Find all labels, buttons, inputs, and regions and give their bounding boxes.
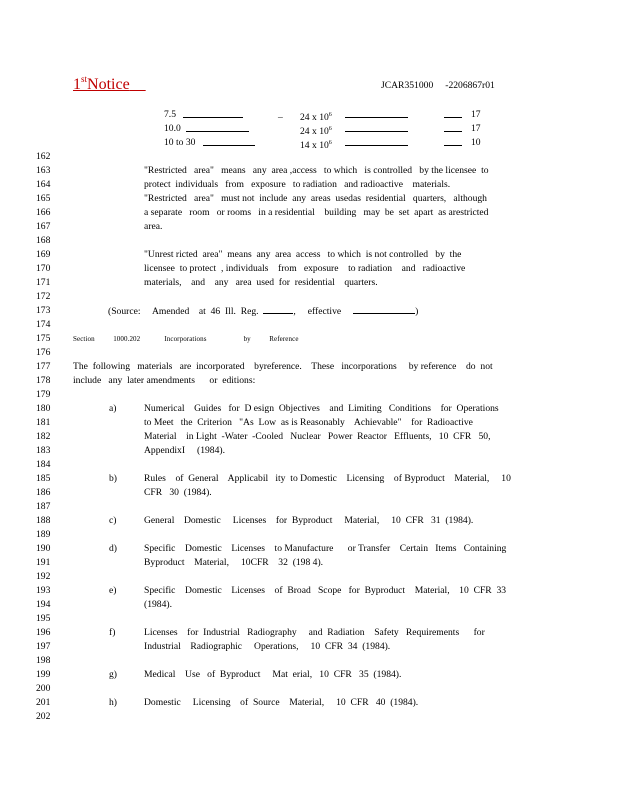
table-result: 17	[471, 123, 481, 134]
line-number: 163	[36, 165, 51, 176]
table-underline	[203, 137, 255, 150]
item-line: AppendixI (1984).	[144, 445, 225, 456]
line-number: 181	[36, 417, 51, 428]
item-label: c)	[109, 515, 117, 526]
line-number: 167	[36, 221, 51, 232]
line-number: 164	[36, 179, 51, 190]
line-number: 179	[36, 389, 51, 400]
table-depth: 10 to 30	[164, 137, 196, 148]
line-number: 198	[36, 655, 51, 666]
notice-ordinal-suffix: st	[81, 74, 88, 84]
line-number: 195	[36, 613, 51, 624]
line-number: 202	[36, 711, 51, 722]
line-number: 165	[36, 193, 51, 204]
table-result: 10	[471, 137, 481, 148]
item-line: (1984).	[144, 599, 172, 610]
item-line: Specific Domestic Licenses to Manufacture or Transfer Certain Items Containing	[144, 543, 507, 554]
line-number: 174	[36, 319, 51, 330]
line-number: 177	[36, 361, 51, 372]
line-number: 185	[36, 473, 51, 484]
jcar-ref: -2206867r01	[445, 80, 495, 91]
line-number: 187	[36, 501, 51, 512]
line-number: 194	[36, 599, 51, 610]
item-line: General Domestic Licenses for Byproduct Material, 10 CFR 31 (1984).	[144, 515, 474, 526]
line-number: 196	[36, 627, 51, 638]
section-heading: Section 1000.202 Incorporations by Reference	[73, 335, 299, 343]
item-label: d)	[109, 543, 117, 554]
table-row	[164, 123, 181, 135]
line-number: 188	[36, 515, 51, 526]
line-number: 190	[36, 543, 51, 554]
line-number: 182	[36, 431, 51, 442]
table-underline	[444, 137, 462, 150]
table-underline	[345, 109, 408, 122]
line-number: 176	[36, 347, 51, 358]
blank-field	[263, 305, 293, 314]
table-value: 14 x $10^6$	[300, 140, 332, 151]
table-underline	[345, 137, 408, 150]
table-value: 24 x $10^6$	[300, 126, 332, 137]
item-label: f)	[109, 627, 116, 638]
line-number: 168	[36, 235, 51, 246]
document-code	[381, 80, 495, 91]
line-number: 197	[36, 641, 51, 652]
line-number: 191	[36, 557, 51, 568]
item-line: Licenses for Industrial Radiography and Radiation Safety Requirements for	[144, 627, 485, 638]
line-number: 180	[36, 403, 51, 414]
item-line: Specific Domestic Licenses of Broad Scope for Byproduct Material, 10 CFR 33	[144, 585, 507, 596]
item-line: Byproduct Material, 10CFR 32 (198 4).	[144, 557, 324, 568]
item-line: Rules of General Applicabil ity to Domestic Licensing of Byproduct Material, 10	[144, 473, 511, 484]
table-underline	[444, 123, 462, 136]
table-underline	[444, 109, 462, 122]
line-number: 170	[36, 263, 51, 274]
item-label: a)	[109, 403, 117, 414]
line-number: 173	[36, 305, 51, 316]
line-number: 199	[36, 669, 51, 680]
line-number: 200	[36, 683, 51, 694]
line-number: 184	[36, 459, 51, 470]
table-underline	[186, 123, 249, 136]
table-row	[164, 137, 195, 149]
table-underline	[345, 123, 408, 136]
item-label: e)	[109, 585, 117, 596]
line-number: 175	[36, 333, 51, 344]
intro-line: The following materials are incorporated byreference. These incorporations by reference do not	[73, 361, 493, 372]
source-note: (Source: Amended at 46 Ill. Reg. , effective )	[108, 306, 419, 317]
line-number: 166	[36, 207, 51, 218]
definition-unrestricted-line: "Unrest ricted area" means any area access to which is not controlled by the	[144, 249, 462, 260]
line-number: 172	[36, 291, 51, 302]
item-label: b)	[109, 473, 117, 484]
line-number: 193	[36, 585, 51, 596]
jcar-code: JCAR351000	[381, 80, 434, 91]
item-label: h)	[109, 697, 117, 708]
item-line: CFR 30 (1984).	[144, 487, 212, 498]
line-number: 171	[36, 277, 51, 288]
line-number: 189	[36, 529, 51, 540]
definition-restricted-exclusion-line: "Restricted area" must not include any areas usedas residential quarters, although	[144, 193, 487, 204]
definition-unrestricted-line: materials, and any area used for residential quarters.	[144, 277, 378, 288]
item-line: Material in Light -Water -Cooled Nuclear Power Reactor Effluents, 10 CFR 50,	[144, 431, 491, 442]
item-label: g)	[109, 669, 117, 680]
line-number: 201	[36, 697, 51, 708]
blank-field	[353, 305, 415, 314]
line-number: 178	[36, 375, 51, 386]
table-depth: 10.0	[164, 123, 181, 134]
definition-restricted-line: protect individuals from exposure to radiation and radioactive materials.	[144, 179, 451, 190]
line-number: 169	[36, 249, 51, 260]
definition-restricted-exclusion-line: a separate room or rooms in a residential building may be set apart as arestricted	[144, 207, 489, 218]
table-row	[164, 109, 176, 121]
line-number: 183	[36, 445, 51, 456]
item-line: Numerical Guides for D esign Objectives and Limiting Conditions for Operations	[144, 403, 499, 414]
table-depth: 7.5	[164, 109, 176, 120]
table-value: 24 x $10^6$	[300, 112, 332, 123]
item-line: Industrial Radiographic Operations, 10 CFR 34 (1984).	[144, 641, 391, 652]
intro-line: include any later amendments or editions:	[73, 375, 256, 386]
table-underline	[183, 109, 243, 122]
notice-word: Notice	[87, 76, 130, 93]
notice-heading	[73, 74, 146, 94]
definition-restricted-exclusion-line: area.	[144, 221, 163, 232]
item-line: Domestic Licensing of Source Material, 10 CFR 40 (1984).	[144, 697, 419, 708]
definition-restricted-line: "Restricted area" means any area ,access to which is controlled by the licensee to	[144, 165, 489, 176]
line-number: 162	[36, 151, 51, 162]
item-line: Medical Use of Byproduct Mat erial, 10 CFR 35 (1984).	[144, 669, 402, 680]
table-result: 17	[471, 109, 481, 120]
notice-ordinal: 1	[73, 76, 81, 93]
line-number: 186	[36, 487, 51, 498]
line-number: 192	[36, 571, 51, 582]
definition-unrestricted-line: licensee to protect , individuals from exposure to radiation and radioactive	[144, 263, 466, 274]
item-line: to Meet the Criterion "As Low as is Reasonably Achievable" for Radioactive	[144, 417, 473, 428]
table-dash: _	[278, 109, 283, 120]
